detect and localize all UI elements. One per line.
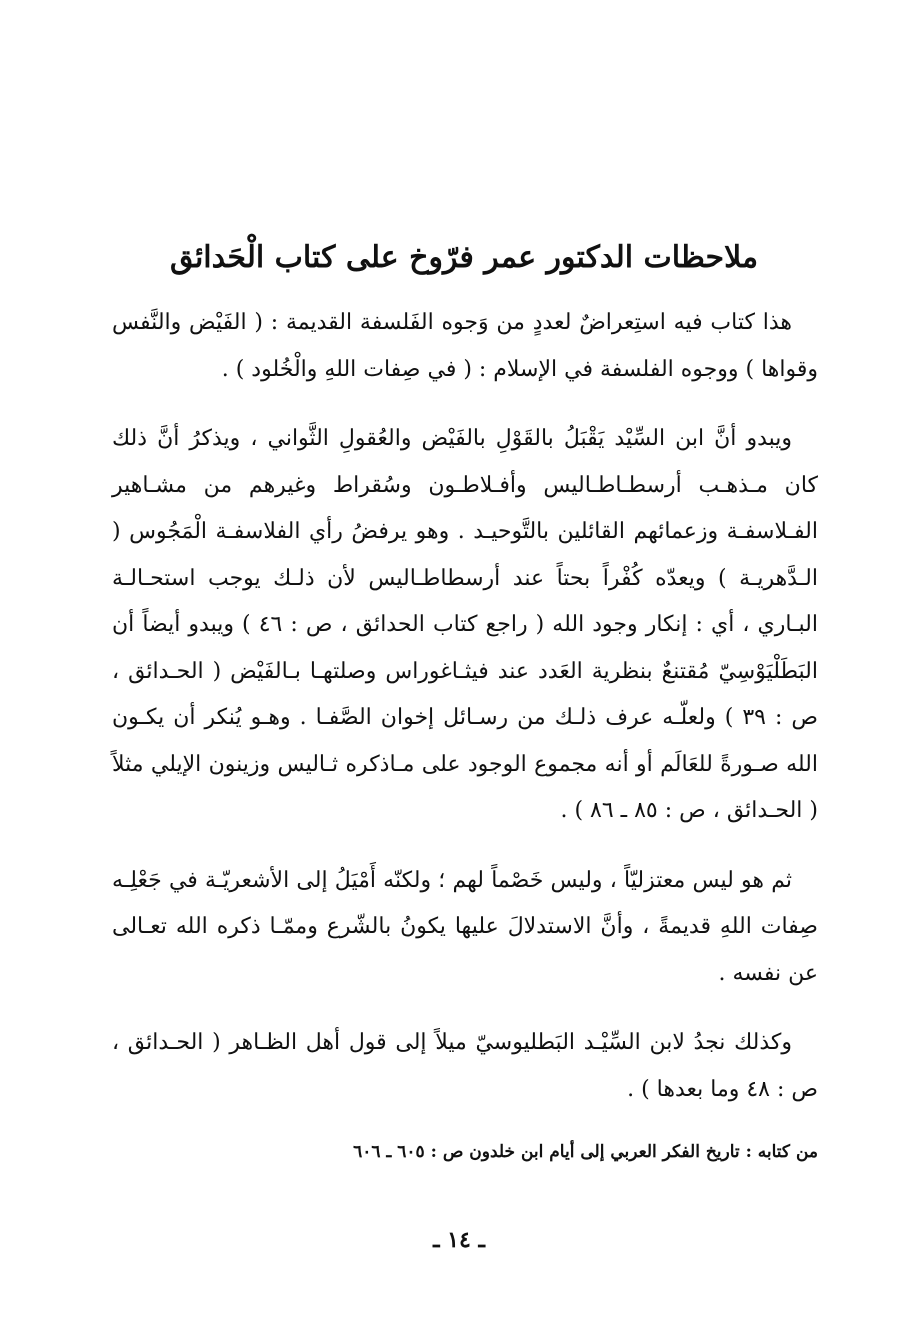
source-note: من كتابه : تاريخ الفكر العربي إلى أيام ابن خلدون ص : ٦٠٥ ـ ٦٠٦ [353, 1142, 818, 1162]
paragraph: هذا كتاب فيه استِعراضٌ لعددٍ من وَجوه الفَلسفة القديمة : ( الفَيْض والنَّفس وقواها ) ووجوه الفلسفة في الإسلام : ( في صِفات اللهِ والْخُلود ) . [112, 310, 818, 382]
body-text [112, 300, 818, 1168]
paragraph: ثم هو ليس معتزليّاً ، وليس خَصْماً لهم ؛ ولكنّه أَمْيَلُ إلى الأشعريّـة في جَعْلِـه صِفات اللهِ قديمةً ، وأنَّ الاستدلالَ عليها يكونُ بالشّرع وممّـا ذكره الله تعـالى عن نفسه . [112, 867, 818, 986]
paragraph: ويبدو أنَّ ابن السِّيْد يَقْبَلُ بالقَوْلِ بالفَيْض والعُقولِ الثَّواني ، ويذكرُ أنَّ ذلك كان مـذهـب أرسطـاطـاليس وأفـلاطـون وسُقراط وغيرهم من مشـاهير الفـلاسفـة وزعمائهم القائلين بالتَّوحيـد . وهو يرفضُ رأي الفلاسفـة الْمَجُوس ( الـدَّهريـة ) ويعدّه كُفْراً بحتاً عند أرسطاطـاليس لأن ذلـك يوجب استحـالـة البـاري ، أي : إنكار وجود الله ( راجع كتاب الحدائق ، ص : ٤٦ ) ويبدو أيضاً أن البَطَلْيَوْسِيّ مُقتنعٌ بنظرية العَدد عند فيثـاغوراس وصلتهـا بـالفَيْض ( الحـدائق ، ص : ٣٩ ) ولعلّـه عرف ذلـك من رسـائل إخوان الصَّفـا . وهـو يُنكر أن يكـون الله صـورةً للعَالَم أو أنه مجموع الوجود على مـاذكره ثـاليس وزينون الإيلي مثلاً ( الحـدائق ، ص : ٨٥ ـ ٨٦ ) . [112, 426, 819, 823]
paragraph: وكذلك نجدُ لابن السِّيْـد البَطليوسيّ ميلاً إلى قول أهل الظـاهر ( الحـدائق ، ص : ٤٨ وما بعدها ) . [112, 1030, 818, 1102]
page-title: ملاحظات الدكتور عمر فرّوخ على كتاب الْحَدائق [169, 240, 759, 275]
page-number: ـ ١٤ ـ [433, 1227, 485, 1253]
